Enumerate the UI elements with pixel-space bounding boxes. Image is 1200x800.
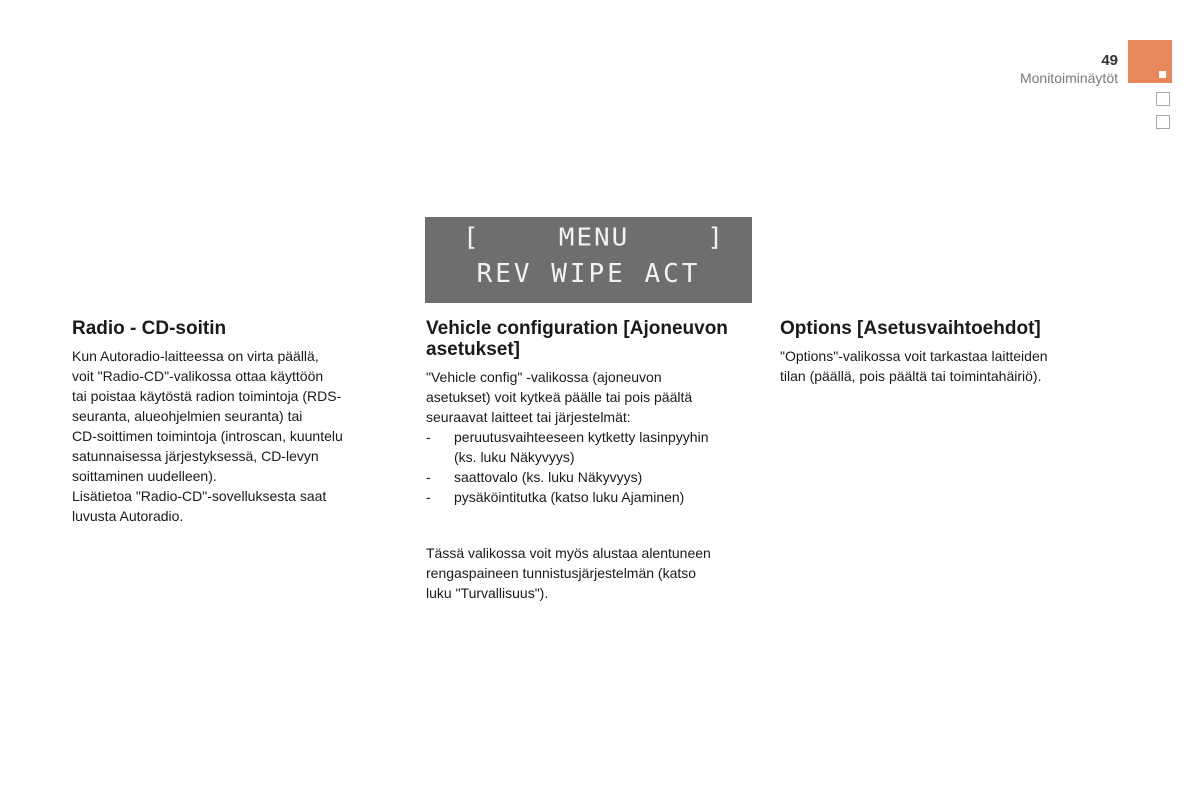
vehicle-config-section (426, 318, 756, 603)
options-text: "Options"-valikossa voit tarkastaa laitteiden tilan (päällä, pois päältä tai toimintahäiriö). (780, 348, 1048, 384)
lcd-display (425, 217, 752, 303)
chapter-tab-dot-icon (1159, 71, 1166, 78)
vehicle-config-heading: Vehicle configuration [Ajoneuvon asetukset] (426, 318, 728, 360)
page-number: 49 (1101, 52, 1118, 69)
options-section (780, 318, 1090, 386)
vehicle-config-intro: "Vehicle config" -valikossa (ajoneuvon asetukset) voit kytkeä päälle tai pois päältä seuraavat laitteet tai järjestelmät: (426, 369, 693, 425)
radio-cd-text: Kun Autoradio-laitteessa on virta päällä, voit "Radio-CD"-valikossa ottaa käyttöön tai poistaa käytöstä radion toimintoja (RDS- seuranta, alueohjelmien seuranta) tai CD-soittimen toimintoja (introscan, kuuntelu satunnaisessa järjestyksessä, CD-levyn soittaminen uudelleen). Lisätietoa "Radio-CD"-sovelluksesta saat luvusta Autoradio. (72, 348, 343, 524)
lcd-bracket-left: [ (463, 223, 481, 253)
radio-cd-heading: Radio - CD-soitin (72, 318, 227, 339)
lcd-menu-label: MENU (558, 223, 630, 253)
section-title: Monitoiminäytöt (1019, 70, 1118, 86)
vehicle-config-list (426, 427, 756, 507)
lcd-line-2: REV WIPE ACT (476, 259, 701, 289)
list-item: - peruutusvaihteeseen kytketty lasinpyyhin (ks. luku Näkyvyys) (426, 429, 709, 465)
vehicle-config-outro: Tässä valikossa voit myös alustaa alentuneen rengaspaineen tunnistusjärjestelmän (katso luku "Turvallisuus"). (426, 545, 711, 601)
lcd-line-1 (463, 224, 725, 253)
radio-cd-section (72, 318, 382, 526)
list-item: - pysäköintitutka (katso luku Ajaminen) (426, 489, 685, 505)
lcd-bracket-right: ] (707, 223, 725, 253)
options-heading: Options [Asetusvaihtoehdot] (780, 318, 1041, 339)
chapter-square-icon (1156, 92, 1170, 106)
chapter-square-icon (1156, 115, 1170, 129)
list-item: - saattovalo (ks. luku Näkyvyys) (426, 469, 643, 485)
